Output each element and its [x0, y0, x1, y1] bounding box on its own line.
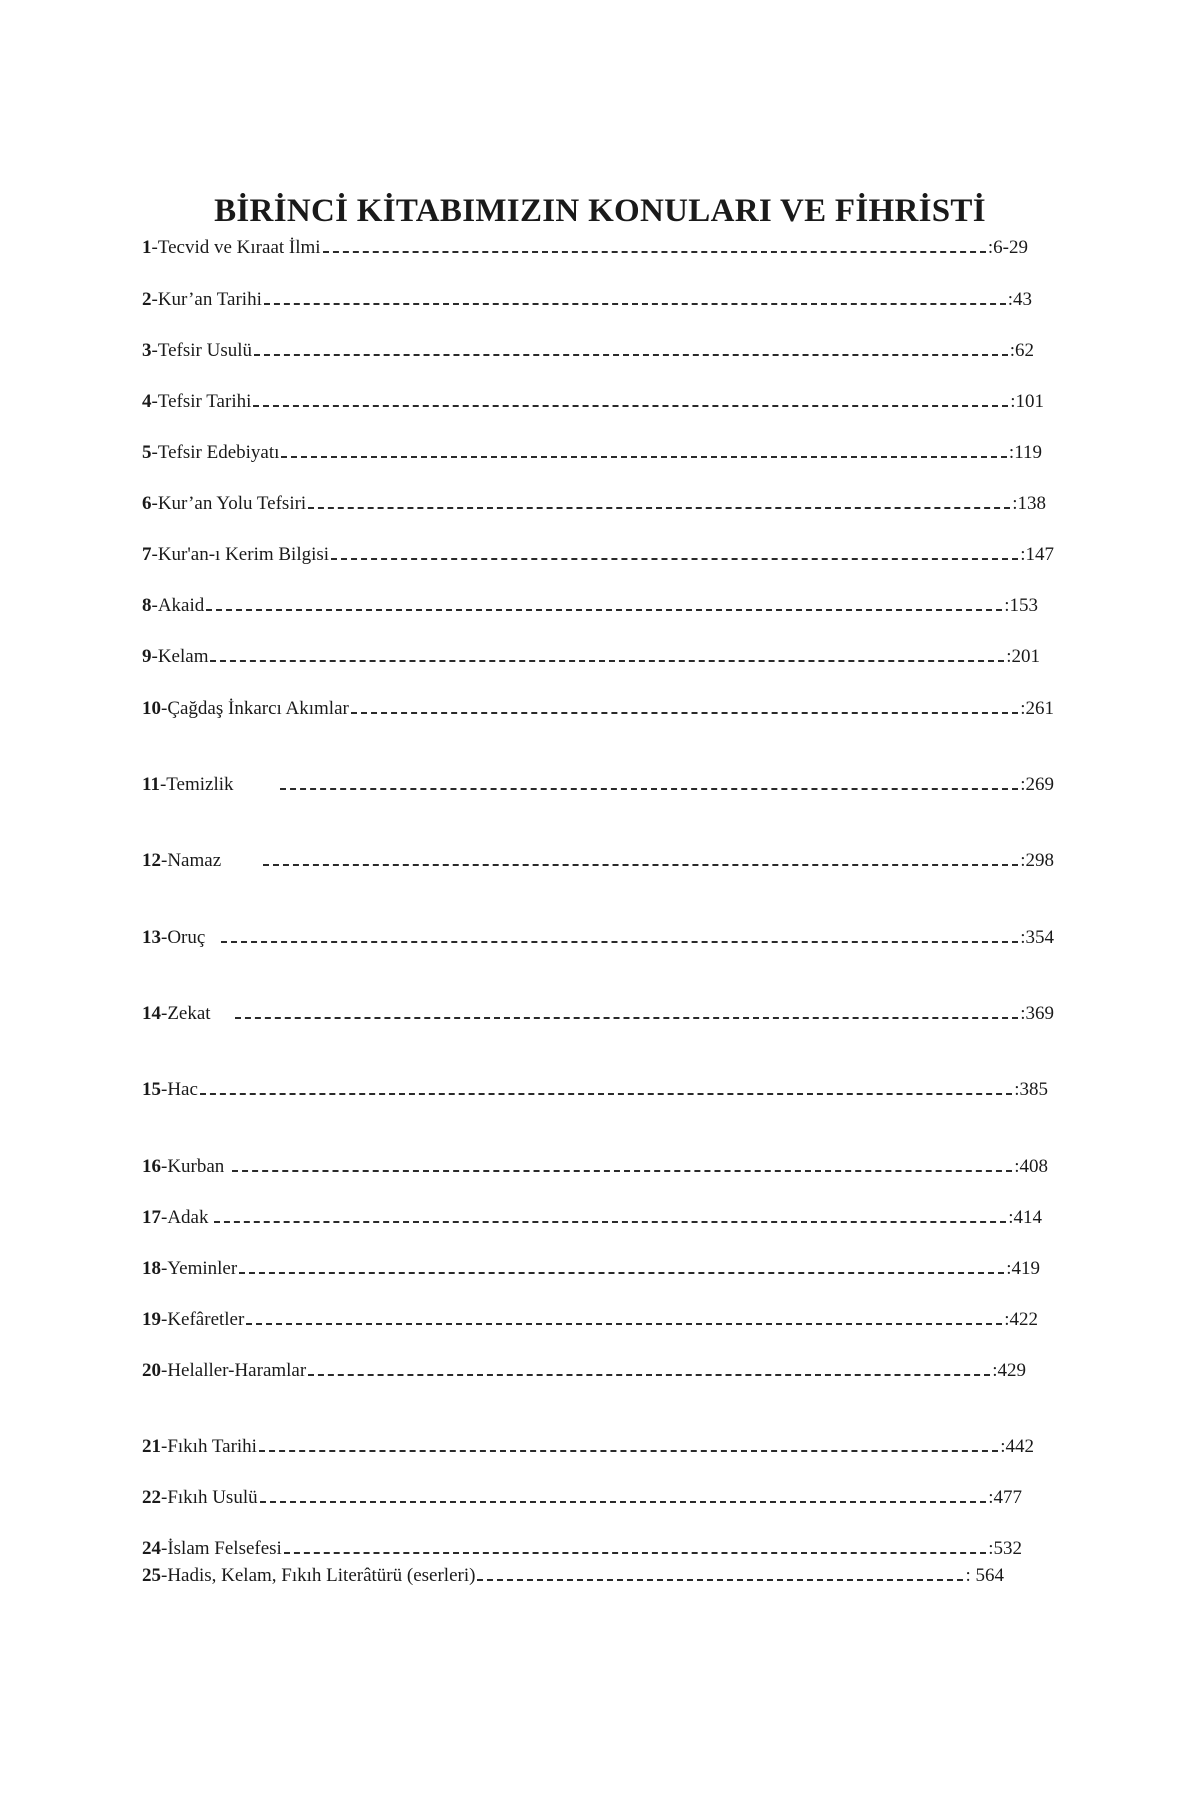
entry-page: :43 — [1007, 289, 1032, 310]
entry-number: 20 — [142, 1360, 161, 1381]
toc-entry — [142, 1075, 1048, 1101]
dot-leader — [281, 456, 1006, 458]
entry-page: :153 — [1004, 595, 1038, 616]
entry-page: :119 — [1008, 442, 1042, 463]
toc-entry — [142, 923, 1054, 949]
entry-title: -Hac — [161, 1079, 198, 1100]
entry-number: 6 — [142, 493, 152, 514]
entry-page: :419 — [1006, 1258, 1040, 1279]
dot-leader — [210, 660, 1004, 662]
entry-title: -Adak — [161, 1207, 209, 1228]
entry-title: -Tefsir Edebiyatı — [151, 442, 280, 463]
entry-number: 2 — [142, 289, 152, 310]
dot-leader — [254, 354, 1008, 356]
entry-number: 18 — [142, 1258, 161, 1279]
entry-page: :422 — [1004, 1309, 1038, 1330]
entry-number: 4 — [142, 391, 152, 412]
entry-title: -İslam Felsefesi — [161, 1538, 282, 1559]
toc-entry — [142, 1203, 1042, 1229]
entry-title: -Fıkıh Usulü — [161, 1487, 258, 1508]
dot-leader — [232, 1170, 1012, 1172]
entry-title: -Tecvid ve Kıraat İlmi — [151, 237, 321, 258]
toc-entry — [142, 1356, 1026, 1382]
entry-page: :369 — [1020, 1003, 1054, 1024]
entry-number: 24 — [142, 1538, 161, 1559]
entry-title: -Kur'an-ı Kerim Bilgisi — [151, 544, 330, 565]
toc-entry — [142, 999, 1054, 1025]
entry-page: :269 — [1020, 774, 1054, 795]
entry-number: 10 — [142, 698, 161, 719]
dot-leader — [477, 1579, 963, 1581]
entry-number: 1 — [142, 237, 152, 258]
entry-title: -Kefâretler — [161, 1309, 245, 1330]
entry-page: : 564 — [965, 1565, 1004, 1586]
dot-leader — [214, 1221, 1006, 1223]
dot-leader — [200, 1093, 1012, 1095]
dot-leader — [235, 1017, 1019, 1019]
entry-page: :385 — [1014, 1079, 1048, 1100]
dot-leader — [351, 712, 1018, 714]
entry-number: 8 — [142, 595, 152, 616]
entry-number: 12 — [142, 850, 161, 871]
dot-leader — [323, 251, 986, 253]
entry-title: -Fıkıh Tarihi — [161, 1436, 257, 1457]
entry-title: -Oruç — [161, 927, 206, 948]
toc-entry — [142, 336, 1034, 362]
entry-page: :408 — [1014, 1156, 1048, 1177]
dot-leader — [246, 1323, 1002, 1325]
entry-number: 13 — [142, 927, 161, 948]
entry-title: -Kelam — [151, 646, 209, 667]
toc-entry — [142, 694, 1054, 720]
entry-number: 3 — [142, 340, 152, 361]
toc-entry — [142, 540, 1054, 566]
toc-entry — [142, 591, 1038, 617]
entry-page: :261 — [1020, 698, 1054, 719]
entry-title: -Kur’an Tarihi — [151, 289, 262, 310]
toc-entry — [142, 1432, 1034, 1458]
entry-number: 16 — [142, 1156, 161, 1177]
toc-entry — [142, 387, 1044, 413]
toc-entry — [142, 1534, 1022, 1560]
dot-leader — [284, 1552, 986, 1554]
entry-page: :147 — [1020, 544, 1054, 565]
entry-number: 17 — [142, 1207, 161, 1228]
toc-entry — [142, 1254, 1040, 1280]
entry-number: 5 — [142, 442, 152, 463]
entry-title: -Namaz — [161, 850, 222, 871]
toc-entry — [142, 770, 1054, 796]
toc-entry — [142, 233, 1028, 259]
entry-number: 25 — [142, 1565, 161, 1586]
entry-number: 21 — [142, 1436, 161, 1457]
entry-page: :532 — [988, 1538, 1022, 1559]
entry-page: :62 — [1009, 340, 1034, 361]
entry-page: :138 — [1012, 493, 1046, 514]
dot-leader — [263, 864, 1018, 866]
entry-title: -Kur’an Yolu Tefsiri — [151, 493, 307, 514]
dot-leader — [259, 1450, 998, 1452]
entry-number: 7 — [142, 544, 152, 565]
dot-leader — [264, 303, 1006, 305]
toc-entry — [142, 1152, 1048, 1178]
entry-page: :201 — [1006, 646, 1040, 667]
entry-title: -Akaid — [151, 595, 205, 616]
entry-title: -Helaller-Haramlar — [161, 1360, 307, 1381]
entry-title: -Zekat — [161, 1003, 211, 1024]
dot-leader — [260, 1501, 987, 1503]
entry-title: -Kurban — [161, 1156, 225, 1177]
dot-leader — [331, 558, 1018, 560]
entry-number: 11 — [142, 774, 160, 795]
toc-entry — [142, 438, 1042, 464]
entry-number: 9 — [142, 646, 152, 667]
dot-leader — [239, 1272, 1004, 1274]
entry-page: :298 — [1020, 850, 1054, 871]
dot-leader — [221, 941, 1018, 943]
toc-entry — [142, 489, 1046, 515]
entry-title: -Temizlik — [159, 774, 234, 795]
toc-entry — [142, 642, 1040, 668]
entry-title: -Tefsir Usulü — [151, 340, 253, 361]
dot-leader — [280, 788, 1019, 790]
entry-page: :442 — [1000, 1436, 1034, 1457]
dot-leader — [308, 1374, 990, 1376]
toc-entry — [142, 1561, 1004, 1587]
entry-title: -Çağdaş İnkarcı Akımlar — [161, 698, 349, 719]
entry-title: -Yeminler — [161, 1258, 238, 1279]
toc-entry — [142, 1483, 1022, 1509]
toc-entry — [142, 846, 1054, 872]
entry-page: :6-29 — [987, 237, 1028, 258]
toc-entry — [142, 1305, 1038, 1331]
entry-number: 22 — [142, 1487, 161, 1508]
entry-page: :414 — [1008, 1207, 1042, 1228]
entry-number: 15 — [142, 1079, 161, 1100]
toc-entry — [142, 285, 1032, 311]
entry-title: -Tefsir Tarihi — [151, 391, 252, 412]
page-title: BİRİNCİ KİTABIMIZIN KONULARI VE FİHRİSTİ — [214, 193, 986, 229]
entry-page: :477 — [988, 1487, 1022, 1508]
dot-leader — [253, 405, 1008, 407]
entry-page: :429 — [992, 1360, 1026, 1381]
dot-leader — [206, 609, 1002, 611]
entry-page: :101 — [1010, 391, 1044, 412]
entry-number: 19 — [142, 1309, 161, 1330]
dot-leader — [308, 507, 1010, 509]
entry-number: 14 — [142, 1003, 161, 1024]
entry-title: -Hadis, Kelam, Fıkıh Literâtürü (eserleri) — [161, 1565, 476, 1586]
entry-page: :354 — [1020, 927, 1054, 948]
